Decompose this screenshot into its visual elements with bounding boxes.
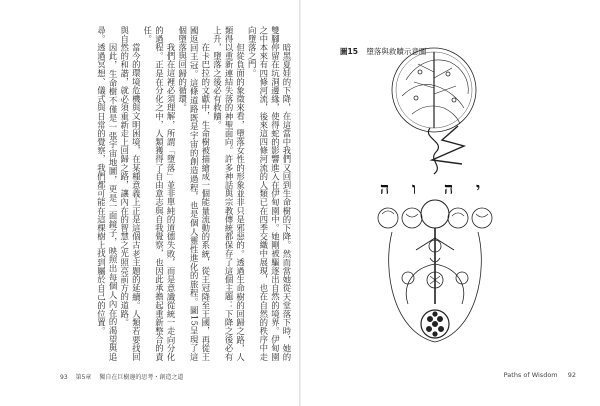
tree-of-life-illustration <box>372 42 500 348</box>
right-page-number: 92 <box>567 371 576 379</box>
chapter-number: 第5章 <box>75 374 92 381</box>
hebrew-letter: ה <box>444 179 454 198</box>
figure-number: 圖15 <box>340 47 358 56</box>
left-page-footer <box>60 372 189 381</box>
paragraph: 在卡巴拉的文獻中，生命樹被描繪成一個能量流動的系統，從王冠降至王國，再從王國返回王冠。這條道路既是宇宙的創造過程，也是個人靈性進化的旅程。圖15呈現了這個墮落與回歸的循環。 <box>177 26 211 361</box>
left-page-number: 93 <box>60 374 68 381</box>
vertical-text-column <box>58 26 292 361</box>
figure-title: 墮落與救贖示意圖 <box>366 47 427 56</box>
serpent-path <box>428 128 438 174</box>
page-gutter <box>299 0 301 406</box>
paragraph: 暗黑夏娃的下降，在這當中我們又回到生命樹的下降。然而當她從天堂落下時，她的雙腳停留在坑洞邊緣，使得蛇的影響進入在伊甸園中。她剛被驅逐出自然的境界。伊甸園之中本來有四條河流，後來這四條河流的人類已在四季交織中展現，也在自然的秩序中走向墮落之門。 <box>247 26 292 361</box>
paragraph: 但從負面的象徵來看，墮落女性的形象並非只是邪惡的。透過生命樹的回歸之路，人類得以重新連結失落的神聖面向。許多神話與宗教傳統都保存了這個主題：下降之後必有上升，墮落之後必有救贖。 <box>212 26 246 361</box>
right-page-footer <box>504 371 576 379</box>
running-title: Paths of Wisdom <box>503 371 558 379</box>
paragraph: 因此，生命樹不僅是一張宇宙地圖，更是一面鏡子，映照出每個人內在的渴望與追尋。透過冥想、儀式與日常的覺察，我們都可能在這棵樹上找到屬於自己的位置。 <box>96 26 119 361</box>
chapter-title: 獨自在巨樹邊的思考・創造之道 <box>99 374 184 381</box>
hebrew-letter: ה <box>380 179 390 198</box>
paragraph: 我們在這裡必須理解，所謂「墮落」並非單純的道德失敗，而是意識從統一走向分化的過程。正是在分化之中，人類獲得了自由意志與自我覺察，也因此承擔起重新整合的責任。 <box>142 26 177 361</box>
hebrew-letter: ו <box>412 179 417 198</box>
left-page-body <box>58 26 292 361</box>
hebrew-letter: י <box>476 179 481 198</box>
paragraph: 當今的環境危機與文明困境，在某種意義上正是這個古老主題的延續。人類若要找回與自然的和諧，就必須重新走上回歸之路，讓內在的智慧之光照亮前方的道路。 <box>119 26 142 361</box>
